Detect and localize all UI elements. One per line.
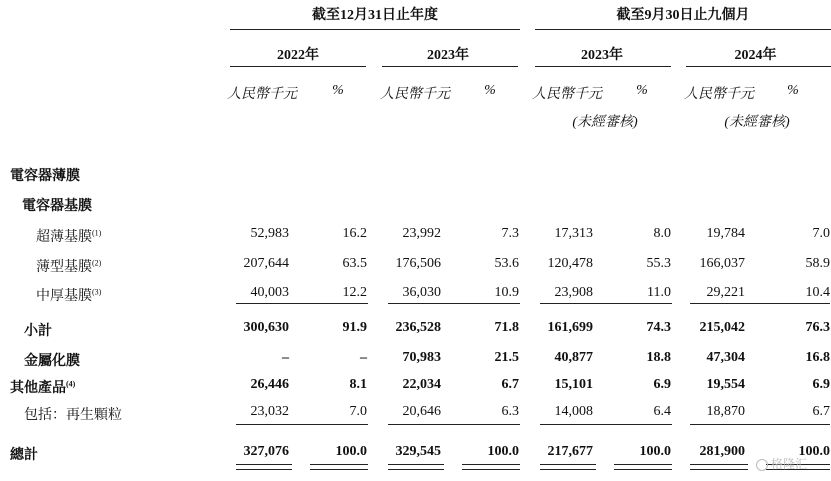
table-cell: 15,101 [554,377,593,392]
table-cell: 100.0 [487,444,519,459]
row-label-text: 電容器基膜 [22,199,92,214]
unit-rmb-2023-nm: 人民幣千元 [532,87,602,102]
row-label [22,195,92,215]
table-cell: 215,042 [699,320,745,335]
table-cell: 329,545 [395,444,441,459]
unit-rmb-2022: 人民幣千元 [227,87,297,102]
table-cell: 74.3 [646,320,671,335]
table-cell: 217,677 [547,444,593,459]
table-cell: 6.7 [501,377,519,392]
table-cell: 166,037 [699,256,745,271]
table-cell: 20,646 [402,404,441,419]
row-label-text: 金屬化膜 [24,354,80,369]
table-cell: 40,003 [250,285,289,300]
table-cell: 12.2 [342,285,367,300]
row-label [10,444,38,464]
unit-pct-2022: % [332,83,344,98]
table-cell: 22,034 [402,377,441,392]
table-cell: 53.6 [494,256,519,271]
dbl-total-c2 [310,464,368,470]
rule-pre-total-1 [236,424,368,425]
table-cell: 17,313 [554,226,593,241]
unaudited-2023-nm: (未經審核) [572,115,638,130]
rule-pre-total-3 [540,424,672,425]
table-cell: 161,699 [547,320,593,335]
table-cell: 18,870 [706,404,745,419]
table-cell: 29,221 [706,285,745,300]
table-cell: 6.9 [812,377,830,392]
table-cell: 6.4 [653,404,671,419]
unit-rmb-2023: 人民幣千元 [380,87,450,102]
table-cell: 52,983 [250,226,289,241]
rule-2023-nm [535,66,671,67]
row-label-text: 超薄基膜 [36,230,92,245]
table-cell: 16.2 [342,226,367,241]
table-cell: 47,304 [706,350,745,365]
rule-sub-c2 [308,303,368,304]
table-cell: 23,992 [402,226,441,241]
header-year-2023-nm: 2023年 [581,48,623,63]
table-cell: 36,030 [402,285,441,300]
table-cell: 40,877 [554,350,593,365]
unit-rmb-2024-nm: 人民幣千元 [684,87,754,102]
header-year-2023: 2023年 [427,48,469,63]
row-label [36,256,101,276]
row-label [10,377,75,397]
table-cell: 8.1 [349,377,367,392]
table-cell: 23,908 [554,285,593,300]
dbl-total-c4 [462,464,520,470]
dbl-total-c5 [540,464,596,470]
rule-2024-nm [686,66,831,67]
row-label-text: 總計 [10,448,38,463]
footnote-marker: (1) [92,228,102,238]
row-label [24,320,52,340]
rule-group-year [230,29,520,30]
table-cell: 8.0 [653,226,671,241]
row-label-text: 包括：再生顆粒 [24,408,122,423]
table-cell: 6.7 [812,404,830,419]
dbl-total-c3 [388,464,444,470]
dbl-total-c6 [614,464,672,470]
table-cell: 91.9 [342,320,367,335]
rule-group-nine-months [535,29,831,30]
table-cell: 100.0 [639,444,671,459]
footnote-marker: (4) [66,379,76,389]
unit-pct-2023: % [484,83,496,98]
table-cell: 14,008 [554,404,593,419]
table-cell: 100.0 [335,444,367,459]
table-cell: 71.8 [494,320,519,335]
header-group-year: 截至12月31日止年度 [312,8,438,23]
unaudited-2024-nm: (未經審核) [724,115,790,130]
table-cell: – [282,350,289,365]
row-label [24,404,122,424]
watermark-text: 格隆汇 [771,457,808,471]
row-label-text: 小計 [24,324,52,339]
table-cell: 300,630 [243,320,289,335]
table-cell: 26,446 [250,377,289,392]
watermark-logo-icon [756,459,768,471]
table-cell: 63.5 [342,256,367,271]
table-cell: 21.5 [494,350,519,365]
table-cell: 23,032 [250,404,289,419]
unit-pct-2023-nm: % [636,83,648,98]
table-cell: 10.9 [494,285,519,300]
header-year-2022: 2022年 [277,48,319,63]
header-year-2024-nm: 2024年 [734,48,777,63]
table-cell: 281,900 [699,444,745,459]
row-label-text: 薄型基膜 [36,260,92,275]
table-cell: 120,478 [547,256,593,271]
rule-sub-c6 [617,303,672,304]
dbl-total-c7 [690,464,748,470]
row-label [36,285,101,305]
table-cell: 55.3 [646,256,671,271]
footnote-marker: (2) [92,258,102,268]
table-cell: 19,554 [706,377,745,392]
dbl-total-c1 [236,464,292,470]
rule-pre-total-4 [690,424,830,425]
table-cell: 76.3 [805,320,830,335]
unit-pct-2024-nm: % [787,83,799,98]
row-label-text: 其他產品 [10,381,66,396]
row-label [36,226,101,246]
table-cell: 6.9 [653,377,671,392]
table-cell: 7.0 [812,226,830,241]
table-cell: 236,528 [395,320,441,335]
watermark [756,455,807,472]
rule-2022 [230,66,366,67]
rule-2023 [382,66,518,67]
table-cell: 6.3 [501,404,519,419]
row-label-text: 電容器薄膜 [10,169,80,184]
table-cell: 70,983 [402,350,441,365]
table-cell: 10.4 [805,285,830,300]
table-cell: 18.8 [646,350,671,365]
table-cell: 7.3 [501,226,519,241]
footnote-marker: (3) [92,287,102,297]
row-label-text: 中厚基膜 [36,289,92,304]
table-cell: 176,506 [395,256,441,271]
table-cell: 58.9 [805,256,830,271]
header-group-nine-months: 截至9月30日止九個月 [616,8,750,23]
rule-pre-total-2 [388,424,520,425]
row-label [10,165,80,185]
table-cell: 7.0 [349,404,367,419]
table-cell: 207,644 [243,256,289,271]
table-cell: 100.0 [798,444,830,459]
table-cell: 327,076 [243,444,289,459]
table-cell: 11.0 [647,285,671,300]
row-label [24,350,80,370]
rule-sub-c4 [465,303,520,304]
table-cell: 19,784 [706,226,745,241]
table-cell: – [360,350,367,365]
rule-sub-c7 [690,303,830,304]
table-cell: 16.8 [805,350,830,365]
